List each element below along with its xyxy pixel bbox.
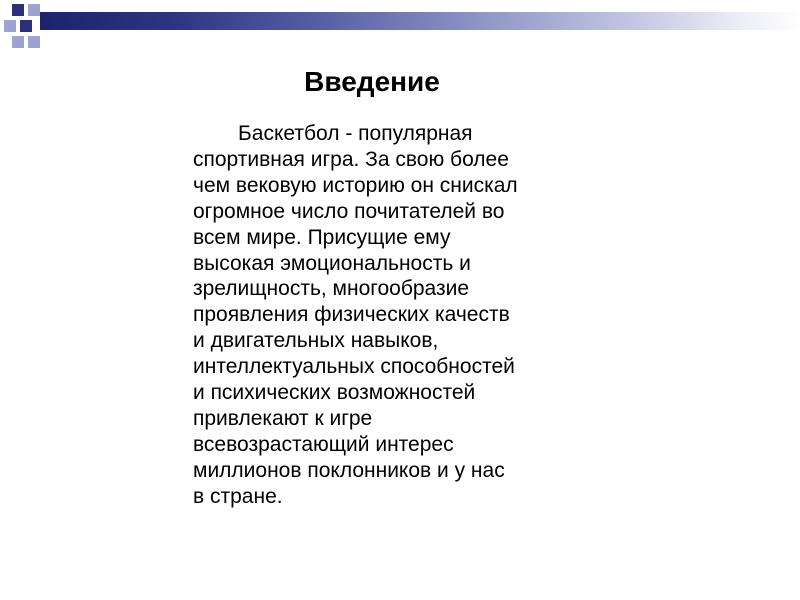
decor-square-icon: [4, 20, 16, 32]
decor-square-icon: [20, 20, 32, 32]
slide-title: Введение: [304, 66, 440, 97]
decor-square-icon: [28, 36, 40, 48]
decor-square-icon: [28, 4, 40, 16]
decor-square-icon: [12, 4, 24, 16]
gradient-bar: [40, 12, 800, 30]
decor-square-icon: [12, 36, 24, 48]
slide-body-text: Баскетбол - популярная спортивная игра. За свою более чем вековую историю он снискал огромное число почитателей во всем мире. Присущие ему высокая эмоциональность и зрелищность, многообразие проявления физических качеств и двигательных навыков, интеллектуальных способностей и психических возможностей привлекают к игре всевозрастающий интерес миллионов поклонников и у нас в стране.: [193, 122, 518, 508]
header-decoration: [0, 0, 800, 50]
